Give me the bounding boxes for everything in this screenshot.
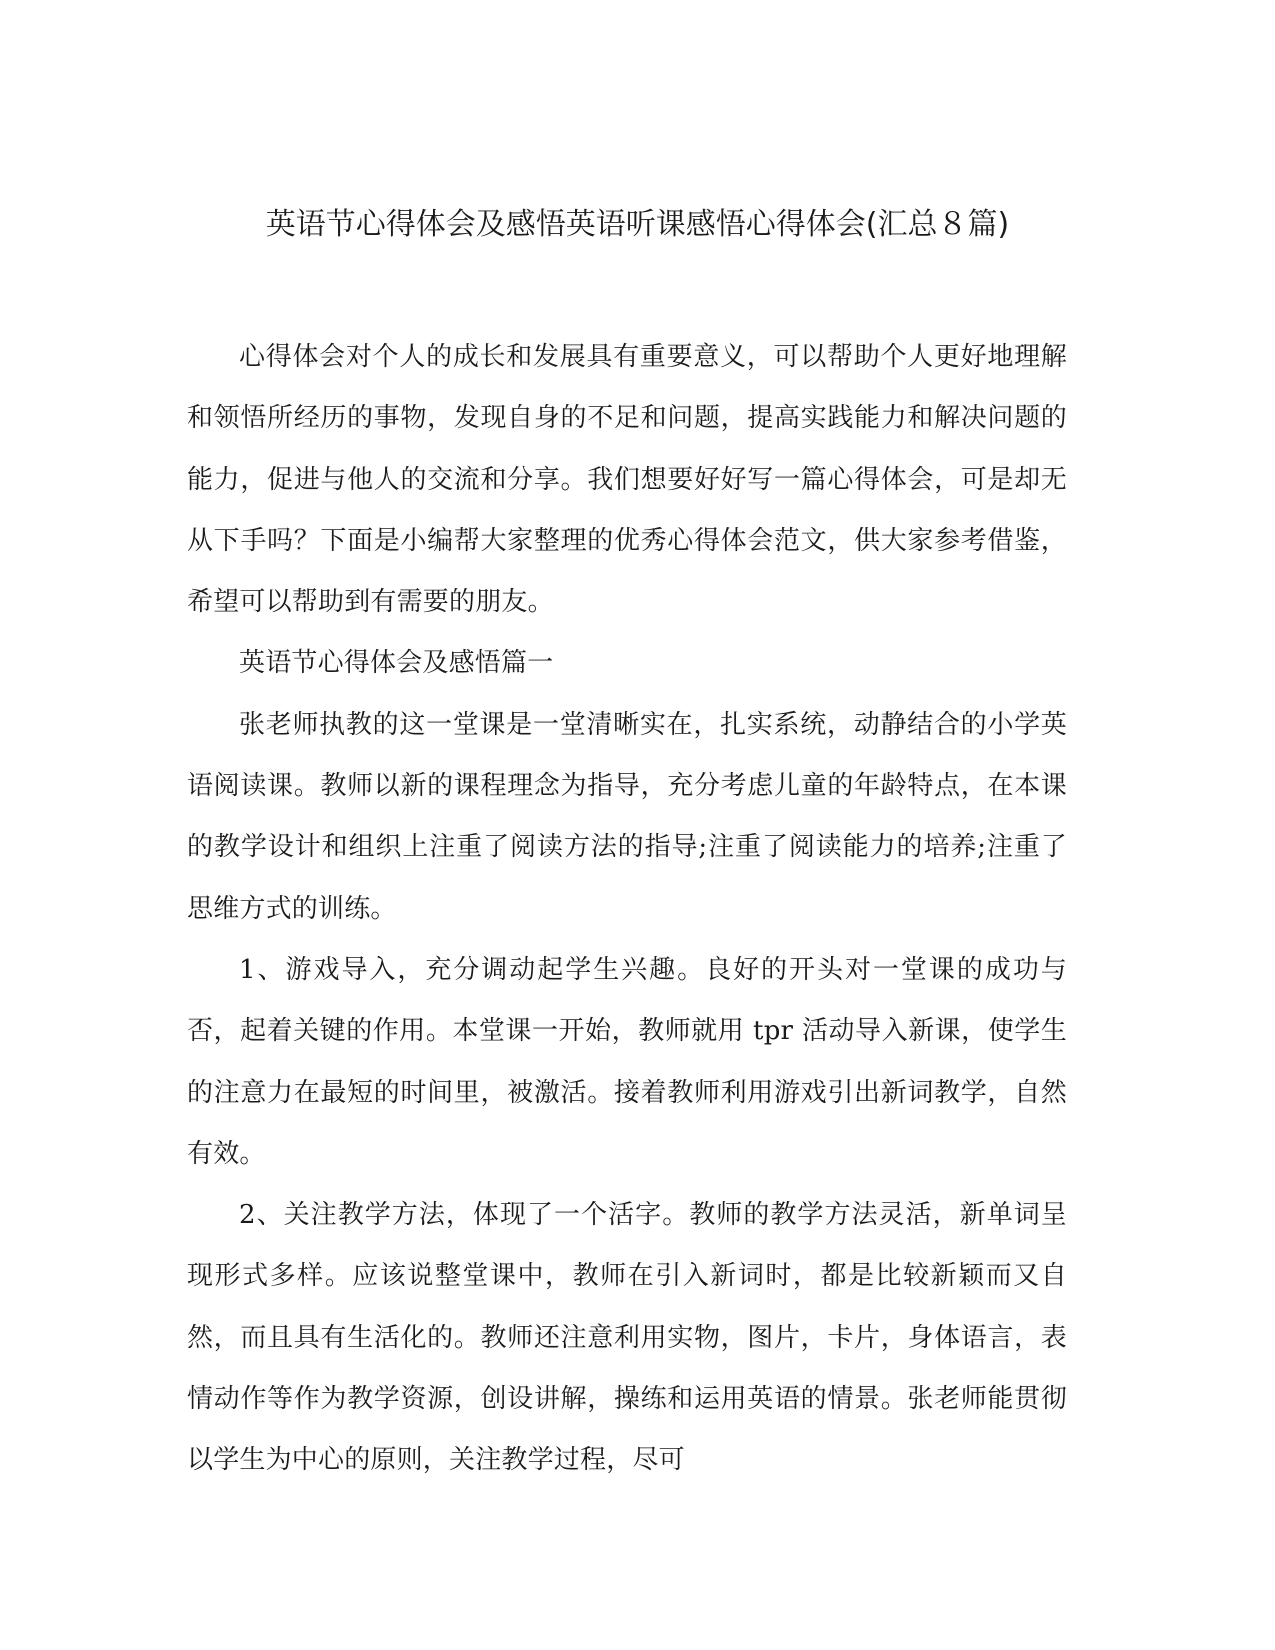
section-heading: 英语节心得体会及感悟篇一 [239, 648, 554, 679]
document-title: 英语节心得体会及感悟英语听课感悟心得体会(汇总８篇) [265, 207, 1010, 242]
intro-paragraph: 心得体会对个人的成长和发展具有重要意义，可以帮助个人更好地理解和领悟所经历的事物，发现自身的不足和问题，提高实践能力和解决问题的能力，促进与他人的交流和分享。我们想要好好写一篇心得体会，可是却无从下手吗？下面是小编帮大家整理的优秀心得体会范文，供大家参考借鉴，希望可以帮助到有需要的朋友。 [187, 342, 1067, 618]
document-body [187, 327, 1067, 1492]
body-paragraph: 1、游戏导入，充分调动起学生兴趣。良好的开头对一堂课的成功与否，起着关键的作用。本堂课一开始，教师就用 tpr 活动导入新课，使学生的注意力在最短的时间里，被激活。接着教师利用游戏引出新词教学，自然有效。 [187, 954, 1067, 1169]
body-paragraph: 2、关注教学方法，体现了一个活字。教师的教学方法灵活，新单词呈现形式多样。应该说整堂课中，教师在引入新词时，都是比较新颖而又自然，而且具有生活化的。教师还注意利用实物，图片，卡片，身体语言，表情动作等作为教学资源，创设讲解，操练和运用英语的情景。张老师能贯彻以学生为中心的原则，关注教学过程，尽可 [187, 1200, 1067, 1476]
body-paragraph: 张老师执教的这一堂课是一堂清晰实在，扎实系统，动静结合的小学英语阅读课。教师以新的课程理念为指导，充分考虑儿童的年龄特点，在本课的教学设计和组织上注重了阅读方法的指导;注重了阅读能力的培养;注重了思维方式的训练。 [187, 709, 1067, 924]
